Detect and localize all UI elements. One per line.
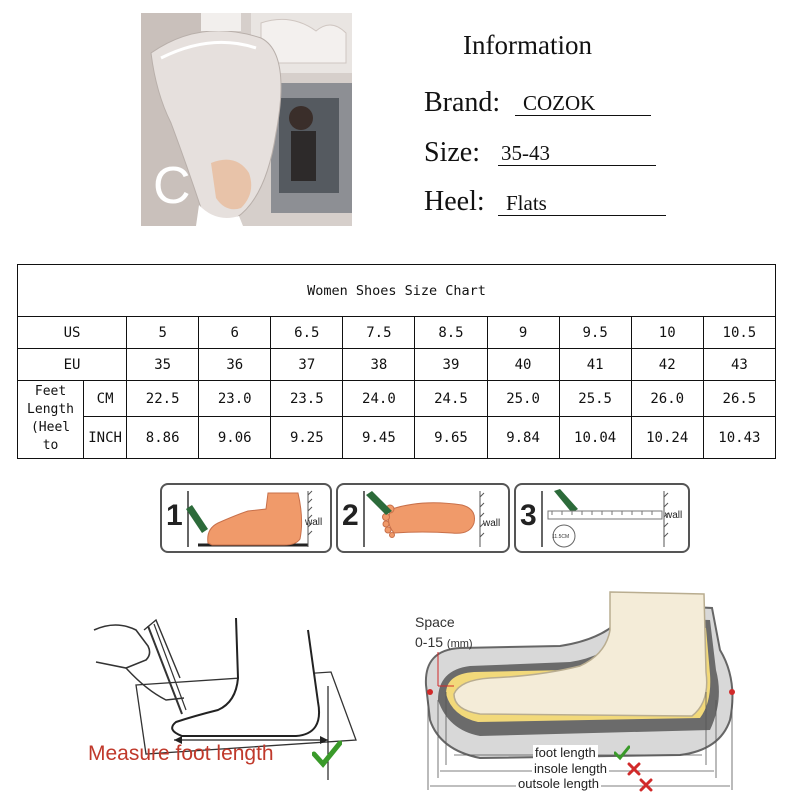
feet-label-line: Feet: [34, 384, 67, 399]
wall-label: wall: [483, 518, 501, 529]
cell-inch: 9.25: [271, 417, 343, 459]
size-chart-table: [17, 264, 776, 459]
cell-eu: 40: [487, 349, 559, 381]
cell-us: 6.5: [271, 317, 343, 349]
cell-inch: 10.43: [703, 417, 775, 459]
cell-us: 7.5: [343, 317, 415, 349]
outsole-length-label: outsole length: [518, 776, 599, 791]
ruler-label: 11.5CM: [552, 534, 570, 540]
cell-eu: 42: [631, 349, 703, 381]
product-photo: [141, 13, 352, 226]
table-row-eu: [18, 349, 776, 381]
cell-cm: 25.0: [487, 381, 559, 417]
cell-inch: 8.86: [127, 417, 199, 459]
size-chart-title: Women Shoes Size Chart: [18, 265, 776, 317]
feet-label-line: Length: [27, 402, 75, 417]
cell-eu: 39: [415, 349, 487, 381]
cell-cm: 23.0: [199, 381, 271, 417]
cell-cm: 23.5: [271, 381, 343, 417]
cell-us: 10.5: [703, 317, 775, 349]
cell-inch: 10.04: [559, 417, 631, 459]
space-unit: (mm): [446, 638, 473, 650]
step-3-number: 3: [520, 499, 537, 532]
cell-us: 10: [631, 317, 703, 349]
size-label: Size:: [424, 137, 480, 168]
row-label-feet-length: [18, 381, 84, 459]
info-title: Information: [463, 30, 592, 60]
row-label-us: US: [18, 317, 127, 349]
step-2-panel: [336, 483, 510, 553]
heel-label: Heel:: [424, 186, 485, 217]
foot-length-label: foot length: [535, 745, 596, 760]
heel-row: [424, 186, 547, 218]
space-range: 0-15: [415, 634, 444, 650]
row-label-inch: INCH: [84, 417, 127, 459]
step-2-number: 2: [342, 499, 359, 532]
cell-inch: 9.65: [415, 417, 487, 459]
wall-label: wall: [665, 510, 683, 521]
cell-inch: 10.24: [631, 417, 703, 459]
cell-eu: 41: [559, 349, 631, 381]
size-value: 35-43: [498, 141, 656, 166]
cell-inch: 9.84: [487, 417, 559, 459]
cell-cm: 25.5: [559, 381, 631, 417]
sneaker-image: [141, 13, 352, 226]
cell-inch: 9.45: [343, 417, 415, 459]
cell-cm: 26.5: [703, 381, 775, 417]
cell-us: 8.5: [415, 317, 487, 349]
check-icon: [614, 745, 630, 761]
cell-eu: 36: [199, 349, 271, 381]
cell-eu: 35: [127, 349, 199, 381]
cell-eu: 37: [271, 349, 343, 381]
step-1-panel: [160, 483, 332, 553]
feet-label-line: to: [42, 438, 59, 453]
cell-cm: 26.0: [631, 381, 703, 417]
space-range-line: [415, 634, 473, 650]
brand-value: COZOK: [515, 91, 651, 116]
feet-label-line: (Heel: [30, 420, 71, 435]
wall-label: wall: [305, 517, 323, 528]
cell-us: 9.5: [559, 317, 631, 349]
svg-text:C: C: [153, 157, 191, 215]
measure-caption: Measure foot length: [88, 742, 274, 765]
cross-icon: [627, 762, 641, 776]
cell-cm: 24.5: [415, 381, 487, 417]
step-3-panel: [514, 483, 690, 553]
insole-length-label: insole length: [534, 761, 607, 776]
cell-us: 6: [199, 317, 271, 349]
row-label-eu: EU: [18, 349, 127, 381]
cross-icon: [639, 778, 653, 792]
heel-value: Flats: [498, 191, 666, 216]
table-row-us: [18, 317, 776, 349]
cell-eu: 43: [703, 349, 775, 381]
cell-eu: 38: [343, 349, 415, 381]
cell-inch: 9.06: [199, 417, 271, 459]
size-row: [424, 137, 550, 169]
check-icon: [312, 740, 342, 768]
table-row-inch: [18, 417, 776, 459]
cell-us: 9: [487, 317, 559, 349]
brand-row: [424, 87, 596, 119]
cell-cm: 22.5: [127, 381, 199, 417]
table-row-cm: [18, 381, 776, 417]
cell-cm: 24.0: [343, 381, 415, 417]
step-1-number: 1: [166, 499, 183, 532]
brand-label: Brand:: [424, 87, 501, 118]
cell-us: 5: [127, 317, 199, 349]
space-label: Space: [415, 614, 455, 630]
row-label-cm: CM: [84, 381, 127, 417]
